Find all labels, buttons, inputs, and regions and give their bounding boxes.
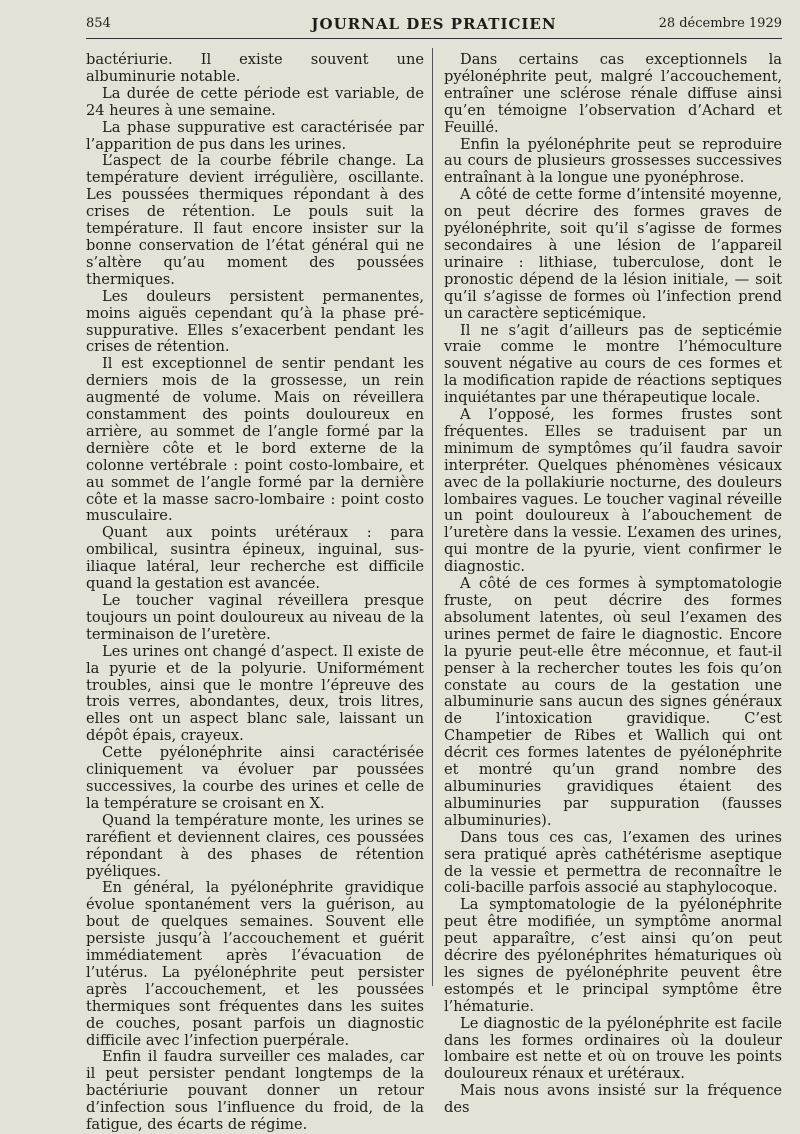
right-column <box>444 52 782 1117</box>
paragraph: Le toucher vaginal réveillera presque toujours un point douloureux au niveau de la terminaison de l’uretère. <box>86 592 424 643</box>
paragraph: Quant aux points urétéraux : para ombilical, susintra épineux, inguinal, sus-iliaque latéral, leur recherche est difficile quand la gestation est avancée. <box>86 524 424 593</box>
paragraph: A l’opposé, les formes frustes sont fréquentes. Elles se traduisent par un minimum de symptômes qu’il faudra savoir interpréter. Quelques phénomènes vésicaux avec de la pollakiurie nocturne, des douleurs lombaires vagues. Le toucher vaginal réveille un point douloureux à l’abouchement de l’uretère dans la vessie. L’examen des urines, qui montre de la pyurie, vient confirmer le diagnostic. <box>444 406 782 576</box>
paragraph: La durée de cette période est variable, de 24 heures à une semaine. <box>86 84 424 119</box>
left-column <box>86 52 424 1134</box>
issue-date: 28 décembre 1929 <box>658 16 782 31</box>
paragraph: Il est exceptionnel de sentir pendant les derniers mois de la grossesse, un rein augmenté de volume. Mais on réveillera constamment des points douloureux en arrière, au sommet de l’angle formé par la dernière côte et le bord externe de la colonne vertébrale : point costo-lombaire, et au sommet de l’angle formé par la dernière côte et la masse sacro-lombaire : point costo musculaire. <box>86 355 424 525</box>
paragraph: Cette pyélonéphrite ainsi caractérisée cliniquement va évoluer par poussées successives, la courbe des urines et celle de la température se croisant en X. <box>86 744 424 812</box>
page-header <box>86 12 782 39</box>
paragraph: Dans tous ces cas, l’examen des urines sera pratiqué après cathétérisme aseptique de la vessie et permettra de reconnaître le coli-bacille parfois associé au staphylocoque. <box>444 828 782 897</box>
paragraph: La symptomatologie de la pyélonéphrite peut être modifiée, un symptôme anormal peut apparaître, c’est ainsi qu’on peut décrire des pyélonéphrites hématuriques où les signes de pyélonéphrite peuvent être estompés et le principal symptôme être l’hématurie. <box>444 896 782 1015</box>
paragraph: Mais nous avons insisté sur la fréquence des <box>444 1082 782 1117</box>
paragraph: Enfin la pyélonéphrite peut se reproduire au cours de plusieurs grossesses successives entraînant à la longue une pyonéphrose. <box>444 135 782 187</box>
paragraph: Les urines ont changé d’aspect. Il existe de la pyurie et de la polyurie. Uniformément troubles, ainsi que le montre l’épreuve des trois verres, abondantes, deux, trois litres, elles ont un aspect blanc sale, laissant un dépôt épais, crayeux. <box>86 642 424 745</box>
paragraph: bactériurie. Il existe souvent une albuminurie notable. <box>86 51 424 85</box>
paragraph: En général, la pyélonéphrite gravidique évolue spontanément vers la guérison, au bout de quelques semaines. Souvent elle persiste jusqu’à l’accouchement et guérit immédiatement après l’évacuation de l’utérus. La pyélonéphrite peut persister après l’accouchement, et les poussées thermiques sont fréquentes dans les suites de couches, posant parfois un diagnostic difficile avec l’infection puerpérale. <box>86 879 424 1049</box>
paragraph: Les douleurs persistent permanentes, moins aiguës cependant qu’à la phase pré-suppurative. Elles s’exacerbent pendant les crises de rétention. <box>86 287 424 356</box>
paragraph: A côté de cette forme d’intensité moyenne, on peut décrire des formes graves de pyélonéphrite, soit qu’il s’agisse de formes secondaires à une lésion de l’appareil urinaire : lithiase, tuberculose, dont le pronostic dépend de la lésion initiale, — soit qu’il s’agisse de formes où l’infection prend un caractère septicémique. <box>444 186 782 322</box>
page-number: 854 <box>86 16 111 31</box>
paragraph: L’aspect de la courbe fébrile change. La température devient irrégulière, oscillante. Les poussées thermiques répondant à des crises de rétention. Le pouls suit la température. Il faut encore insister sur la bonne conservation de l’état général qui ne s’altère qu’au moment des poussées thermiques. <box>86 152 424 288</box>
column-divider <box>432 48 433 986</box>
paragraph: Quand la température monte, les urines se raréfient et deviennent claires, ces poussées répondant à des phases de rétention pyéliques. <box>86 811 424 880</box>
paragraph: Il ne s’agit d’ailleurs pas de septicémie vraie comme le montre l’hémoculture souvent négative au cours de ces formes et la modification rapide de réactions septiques inquiétantes par une thérapeutique locale. <box>444 321 782 407</box>
paragraph: Le diagnostic de la pyélonéphrite est facile dans les formes ordinaires où la douleur lombaire est nette et où on trouve les points douloureux rénaux et urétéraux. <box>444 1014 782 1083</box>
journal-title: JOURNAL DES PRATICIEN <box>311 15 557 33</box>
paragraph: Enfin il faudra surveiller ces malades, car il peut persister pendant longtemps de la bactériurie pouvant donner un retour d’infection sous l’influence du froid, de la fatigue, des écarts de régime. <box>86 1048 424 1134</box>
paragraph: A côté de ces formes à symptomatologie fruste, on peut décrire des formes absolument latentes, où seul l’examen des urines permet de faire le diagnostic. Encore la pyurie peut-elle être méconnue, et faut-il penser à la rechercher toutes les fois qu’on constate au cours de la gestation une albuminurie sans aucun des signes généraux de l’intoxication gravidique. C’est Champetier de Ribes et Wallich qui ont décrit ces formes latentes de pyélonéphrite et montré qu’un grand nombre des albuminuries gravidiques étaient des albuminuries par suppuration (fausses albuminuries). <box>444 575 782 829</box>
paragraph: Dans certains cas exceptionnels la pyélonéphrite peut, malgré l’accouchement, entraîner une sclérose rénale diffuse ainsi qu’en témoigne l’observation d’Achard et Feuillé. <box>444 51 782 136</box>
paragraph: La phase suppurative est caractérisée par l’apparition de pus dans les urines. <box>86 118 424 153</box>
